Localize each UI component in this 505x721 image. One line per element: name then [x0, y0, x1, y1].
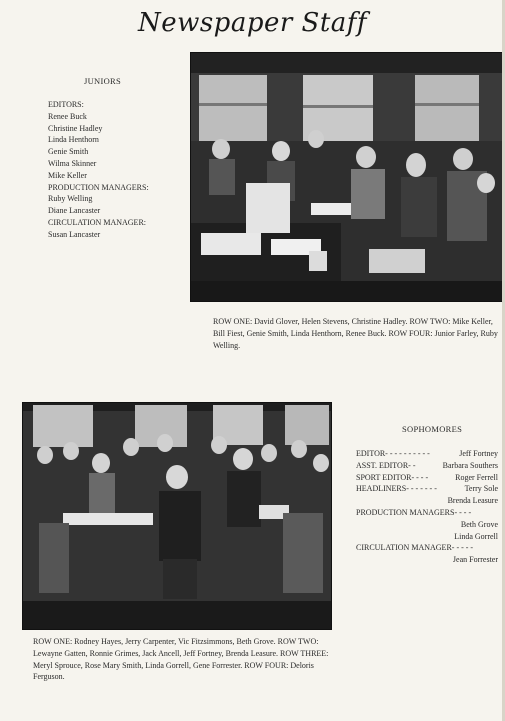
headliners-name: Brenda Leasure: [447, 496, 498, 506]
juniors-line: Renee Buck: [48, 111, 87, 121]
editor-name: Jeff Fortney: [459, 449, 498, 458]
juniors-line: Genie Smith: [48, 147, 89, 157]
juniors-line: Christine Hadley: [48, 123, 103, 133]
headliners-name: Terry Sole: [464, 484, 498, 494]
sophomores-staff-list: [356, 448, 498, 566]
editor-label: EDITOR- - - - - - - - - -: [356, 449, 430, 458]
production-managers-label: PRODUCTION MANAGERS- - - -: [356, 507, 472, 517]
production-manager-name: Beth Grove: [460, 519, 498, 529]
juniors-line: Wilma Skinner: [48, 158, 97, 168]
page-title: Newspaper Staff: [137, 8, 368, 38]
juniors-line: EDITORS:: [48, 100, 84, 109]
circulation-manager-label: CIRCULATION MANAGER- - - - -: [356, 543, 474, 553]
sophomores-photo-caption: ROW ONE: Rodney Hayes, Jerry Carpenter, Vic Fitzsimmons, Beth Grove. ROW TWO: Lewayne Gatten, Ronnie Grimes, Jack Ancell, Jeff Fortney, Brenda Leasure. ROW THREE: Meryl Sprouce, Rose Mary Smith, Linda Gorrell, Gene Forrester. ROW FOUR: Deloris Ferguson.: [33, 637, 329, 682]
sophomores-group-photo: [22, 402, 332, 630]
circulation-manager-name: Jean Forrester: [452, 555, 498, 565]
asst-editor-name: Barbara Southers: [442, 460, 498, 470]
sport-editor-row: [356, 472, 498, 484]
juniors-line: CIRCULATION MANAGER:: [48, 217, 146, 227]
headliners-row: [356, 483, 498, 495]
sport-editor-name: Roger Ferrell: [455, 472, 498, 482]
juniors-line: Mike Keller: [48, 170, 87, 180]
production-manager-name: Linda Gorrell: [454, 531, 498, 541]
sophomores-heading: SOPHOMORES: [402, 424, 463, 434]
juniors-line: Diane Lancaster: [48, 206, 101, 216]
sport-editor-label: SPORT EDITOR- - - -: [356, 472, 429, 482]
juniors-line: Susan Lancaster: [48, 229, 101, 239]
juniors-line: Ruby Welling: [48, 194, 93, 204]
juniors-staff-list: [48, 99, 149, 241]
juniors-photo-caption: ROW ONE: David Glover, Helen Stevens, Christine Hadley. ROW TWO: Mike Keller, Bill Fiest, Genie Smith, Linda Henthorn, Renee Buck. ROW FOUR: Junior Farley, Ruby Welling.: [213, 317, 498, 350]
editor-row: [356, 448, 498, 460]
juniors-line: PRODUCTION MANAGERS:: [48, 182, 149, 192]
juniors-line: Linda Henthorn: [48, 135, 99, 145]
asst-editor-row: [356, 460, 498, 472]
juniors-heading: JUNIORS: [84, 76, 122, 86]
asst-editor-label: ASST. EDITOR- -: [356, 460, 416, 470]
headliners-label: HEADLINERS- - - - - - -: [356, 484, 437, 494]
juniors-group-photo: [190, 52, 504, 302]
